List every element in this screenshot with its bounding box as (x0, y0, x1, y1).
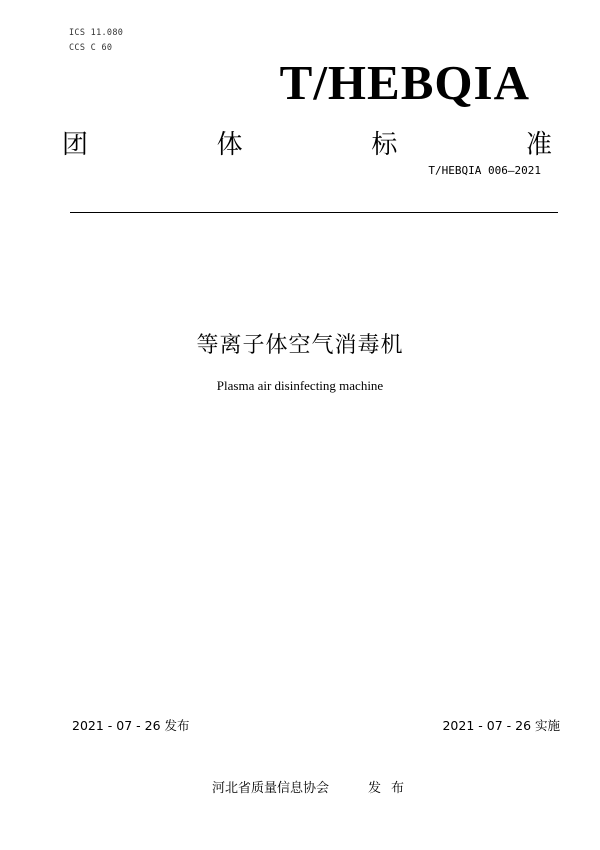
document-type-char: 体 (216, 130, 243, 160)
document-type-char: 标 (371, 130, 398, 160)
ccs-code: CCS C 60 (69, 43, 113, 53)
document-title-chinese: 等离子体空气消毒机 (196, 333, 404, 358)
document-title-english: Plasma air disinfecting machine (216, 378, 384, 393)
publish-date: 2021 - 07 - 26 发布 (72, 718, 190, 733)
standard-number: T/HEBQIA 006—2021 (428, 164, 541, 177)
document-type-heading (62, 130, 552, 161)
ics-code: ICS 11.080 (69, 28, 124, 38)
implementation-date: 2021 - 07 - 26 实施 (442, 718, 560, 733)
organization-code-heading: T/HEBQIA (279, 55, 530, 110)
document-type-char: 准 (525, 130, 552, 160)
issue-label: 发布 (368, 781, 415, 796)
document-type-char: 团 (62, 130, 89, 160)
header-divider (70, 212, 558, 213)
issuing-organization: 河北省质量信息协会 (212, 781, 330, 796)
